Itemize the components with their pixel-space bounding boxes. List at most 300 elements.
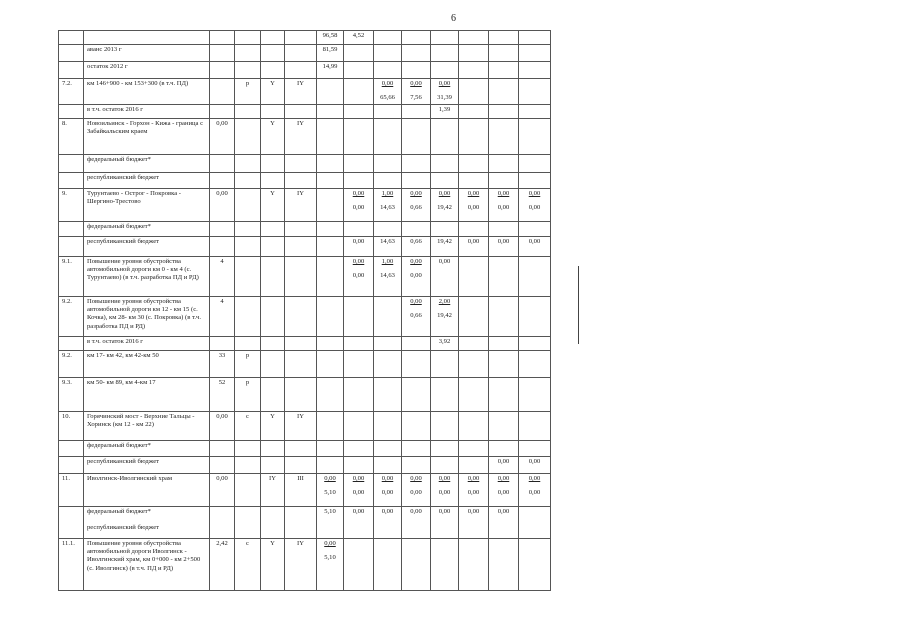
year-value-cell-3 [374, 189, 402, 222]
value-text [320, 156, 340, 164]
value-text [522, 174, 547, 182]
length-cell [210, 457, 235, 474]
row-number-cell: 7.2. [59, 79, 84, 105]
work-type-cell: с [235, 539, 261, 591]
value-text [377, 46, 398, 54]
year-value-cell-3 [374, 539, 402, 591]
value-text [347, 63, 370, 71]
value-text [434, 156, 455, 164]
year-value-cell-2 [344, 474, 374, 507]
object-name-cell: аванс 2013 г [84, 45, 210, 62]
value-text [377, 156, 398, 164]
year-value-cell-3 [374, 79, 402, 105]
object-name-cell: федеральный бюджет* республиканский бюджет [84, 507, 210, 539]
year-value-cell-5 [431, 457, 459, 474]
class-cell: IY [285, 189, 317, 222]
work-type-cell [235, 105, 261, 119]
object-name-cell: Иволгинск-Иволгинский храм [84, 474, 210, 507]
category-cell: Y [261, 119, 285, 155]
object-name-cell: Горячинский мост - Верхние Тальцы - Хоринск (км 12 - км 22) [84, 412, 210, 441]
year-value-cell-6 [459, 539, 489, 591]
class-cell: III [285, 474, 317, 507]
value-text [522, 379, 547, 387]
year-value-cell-3 [374, 237, 402, 257]
value-text [347, 458, 370, 466]
value-text [320, 352, 340, 360]
year-value-cell-2 [344, 155, 374, 173]
year-value-cell-4 [402, 105, 431, 119]
year-value-cell-7 [489, 222, 519, 237]
year-value-cell-8 [519, 173, 551, 189]
year-value-cell-7 [489, 297, 519, 337]
value-text: 5,10 [324, 554, 336, 562]
table-row [59, 189, 551, 222]
value-text [347, 338, 370, 346]
value-text [492, 63, 515, 71]
year-value-cell-4 [402, 62, 431, 79]
value-text [434, 223, 455, 231]
year-value-cell-7 [489, 507, 519, 539]
value-text: 19,42 [437, 312, 452, 320]
year-value-cell-2 [344, 351, 374, 378]
work-type-cell: р [235, 351, 261, 378]
class-cell [285, 507, 317, 539]
year-value-cell-7 [489, 45, 519, 62]
year-value-cell-7 [489, 62, 519, 79]
value-text [462, 258, 485, 266]
year-value-cell-4 [402, 237, 431, 257]
year-value-cell-4 [402, 412, 431, 441]
length-cell [210, 507, 235, 539]
value-text [522, 442, 547, 450]
value-text: 0,66 [410, 312, 422, 320]
value-text: 0,00 [497, 489, 510, 497]
year-value-cell-2 [344, 237, 374, 257]
table-body [59, 31, 551, 591]
year-value-cell-1 [317, 173, 344, 189]
year-value-cell-3 [374, 412, 402, 441]
value-text [492, 120, 515, 128]
value-text: 0,00 [352, 238, 365, 245]
year-value-cell-8 [519, 257, 551, 297]
work-type-cell [235, 62, 261, 79]
class-cell: IY [285, 539, 317, 591]
value-text: 0,00 [438, 80, 451, 87]
table-row [59, 45, 551, 62]
category-cell: Y [261, 539, 285, 591]
value-text [320, 120, 340, 128]
category-cell [261, 378, 285, 412]
year-value-cell-6 [459, 378, 489, 412]
margin-rule [578, 266, 579, 344]
year-value-cell-8 [519, 539, 551, 591]
year-value-cell-1 [317, 337, 344, 351]
work-type-cell [235, 257, 261, 297]
length-cell [210, 31, 235, 45]
value-text: 1,00 [381, 258, 394, 265]
year-value-cell-8 [519, 79, 551, 105]
year-value-cell-8 [519, 378, 551, 412]
year-value-cell-3 [374, 507, 402, 539]
value-text [434, 46, 455, 54]
value-text: 0,00 [352, 272, 365, 280]
value-text [405, 174, 427, 182]
year-value-cell-3 [374, 474, 402, 507]
class-cell [285, 351, 317, 378]
value-text [434, 540, 455, 548]
value-text: 0,00 [528, 458, 541, 465]
year-value-cell-1 [317, 257, 344, 297]
category-cell [261, 507, 285, 539]
length-cell [210, 62, 235, 79]
length-cell: 52 [210, 378, 235, 412]
value-text: 3,92 [438, 338, 451, 345]
value-text: 5,10 [324, 489, 336, 497]
value-text [462, 338, 485, 346]
value-text [522, 413, 547, 421]
value-text [462, 80, 485, 88]
year-value-cell-5 [431, 173, 459, 189]
value-text: 31,39 [437, 94, 452, 102]
table-row [59, 297, 551, 337]
value-text: 4,52 [352, 32, 365, 39]
value-text: 0,00 [438, 489, 451, 497]
value-text: 0,00 [528, 475, 541, 482]
work-type-cell [235, 173, 261, 189]
work-type-cell [235, 237, 261, 257]
year-value-cell-6 [459, 237, 489, 257]
value-text [377, 174, 398, 182]
year-value-cell-2 [344, 257, 374, 297]
object-name-cell: км 146+900 - км 153+300 (в т.ч. ПД) [84, 79, 210, 105]
value-text: 0,00 [497, 190, 510, 197]
year-value-cell-7 [489, 474, 519, 507]
year-value-cell-2 [344, 105, 374, 119]
value-text [347, 106, 370, 114]
value-text: 0,00 [467, 508, 480, 515]
value-text: 0,00 [352, 489, 365, 497]
year-value-cell-1 [317, 474, 344, 507]
value-text [492, 174, 515, 182]
value-text: 65,66 [380, 94, 395, 102]
year-value-cell-3 [374, 31, 402, 45]
length-cell: 0,00 [210, 119, 235, 155]
year-value-cell-7 [489, 457, 519, 474]
value-text: 0,00 [497, 238, 510, 245]
value-text [492, 258, 515, 266]
value-text [320, 379, 340, 387]
value-text: 2,00 [438, 298, 451, 305]
row-number-cell [59, 457, 84, 474]
work-type-cell [235, 337, 261, 351]
value-text [434, 174, 455, 182]
object-name-cell [84, 31, 210, 45]
row-number-cell [59, 105, 84, 119]
value-text [462, 379, 485, 387]
work-type-cell [235, 31, 261, 45]
year-value-cell-3 [374, 155, 402, 173]
year-value-cell-6 [459, 441, 489, 457]
year-value-cell-6 [459, 337, 489, 351]
year-value-cell-1 [317, 237, 344, 257]
value-text [405, 106, 427, 114]
class-cell [285, 378, 317, 412]
value-text [320, 413, 340, 421]
value-text [347, 174, 370, 182]
work-type-cell [235, 119, 261, 155]
year-value-cell-1 [317, 507, 344, 539]
value-text: 14,99 [322, 63, 338, 70]
table-row [59, 507, 551, 539]
object-name-cell: км 50- км 89, км 4-км 17 [84, 378, 210, 412]
value-text [320, 458, 340, 466]
year-value-cell-4 [402, 297, 431, 337]
object-name-cell: федеральный бюджет* [84, 441, 210, 457]
category-cell [261, 45, 285, 62]
value-text [462, 458, 485, 466]
table-row [59, 378, 551, 412]
value-text [320, 223, 340, 231]
row-number-cell [59, 441, 84, 457]
value-text [462, 223, 485, 231]
category-cell [261, 441, 285, 457]
year-value-cell-8 [519, 441, 551, 457]
value-text [347, 156, 370, 164]
value-text [320, 106, 340, 114]
value-text [434, 458, 455, 466]
year-value-cell-6 [459, 45, 489, 62]
year-value-cell-2 [344, 297, 374, 337]
value-text: 81,59 [322, 46, 338, 53]
length-cell [210, 173, 235, 189]
year-value-cell-6 [459, 507, 489, 539]
year-value-cell-1 [317, 441, 344, 457]
value-text: 14,63 [380, 272, 395, 280]
length-cell: 0,00 [210, 412, 235, 441]
value-text [492, 46, 515, 54]
value-text [405, 223, 427, 231]
year-value-cell-5 [431, 539, 459, 591]
row-number-cell [59, 237, 84, 257]
row-number-cell [59, 173, 84, 189]
object-name-cell: Новоильинск - Горхон - Кижа - граница с Забайкальским краем [84, 119, 210, 155]
year-value-cell-4 [402, 474, 431, 507]
value-text [377, 32, 398, 40]
year-value-cell-8 [519, 337, 551, 351]
value-text [462, 106, 485, 114]
year-value-cell-3 [374, 173, 402, 189]
year-value-cell-7 [489, 79, 519, 105]
year-value-cell-4 [402, 173, 431, 189]
table-row [59, 105, 551, 119]
year-value-cell-1 [317, 155, 344, 173]
value-text [434, 379, 455, 387]
value-text [347, 442, 370, 450]
value-text: 0,00 [497, 204, 510, 212]
year-value-cell-5 [431, 237, 459, 257]
value-text [320, 298, 340, 306]
category-cell [261, 155, 285, 173]
value-text [377, 442, 398, 450]
row-number-cell: 9.3. [59, 378, 84, 412]
year-value-cell-3 [374, 378, 402, 412]
length-cell [210, 45, 235, 62]
year-value-cell-4 [402, 222, 431, 237]
value-text [492, 156, 515, 164]
value-text: 0,00 [467, 238, 480, 245]
year-value-cell-7 [489, 31, 519, 45]
value-text [320, 442, 340, 450]
value-text: 0,00 [352, 190, 365, 197]
value-text [522, 120, 547, 128]
value-text [492, 540, 515, 548]
value-text [405, 156, 427, 164]
length-cell: 0,00 [210, 189, 235, 222]
year-value-cell-1 [317, 457, 344, 474]
class-cell [285, 173, 317, 189]
year-value-cell-7 [489, 351, 519, 378]
year-value-cell-1 [317, 189, 344, 222]
year-value-cell-5 [431, 62, 459, 79]
value-text: 0,00 [528, 489, 541, 497]
value-text: 14,63 [380, 238, 395, 245]
value-text [405, 32, 427, 40]
object-name-cell: Турунтаево - Острог - Покровка - Шергино-Трестово [84, 189, 210, 222]
category-cell: IY [261, 474, 285, 507]
value-text [405, 352, 427, 360]
row-number-cell: 11.1. [59, 539, 84, 591]
year-value-cell-4 [402, 45, 431, 62]
class-cell [285, 297, 317, 337]
table-row [59, 119, 551, 155]
class-cell [285, 237, 317, 257]
year-value-cell-6 [459, 457, 489, 474]
year-value-cell-4 [402, 457, 431, 474]
value-text: 0,00 [410, 80, 422, 87]
year-value-cell-4 [402, 189, 431, 222]
work-type-cell [235, 45, 261, 62]
value-text: 0,00 [467, 475, 480, 482]
year-value-cell-6 [459, 474, 489, 507]
value-text: 0,00 [352, 508, 365, 515]
table-row [59, 539, 551, 591]
value-text [347, 379, 370, 387]
table-row [59, 79, 551, 105]
year-value-cell-1 [317, 378, 344, 412]
value-text: 7,56 [410, 94, 422, 102]
value-text [434, 32, 455, 40]
row-number-cell: 11. [59, 474, 84, 507]
value-text [347, 80, 370, 88]
value-text [462, 120, 485, 128]
year-value-cell-4 [402, 257, 431, 297]
class-cell [285, 155, 317, 173]
year-value-cell-4 [402, 119, 431, 155]
value-text [320, 174, 340, 182]
category-cell: Y [261, 189, 285, 222]
value-text [405, 120, 427, 128]
value-text [522, 298, 547, 306]
table-row [59, 222, 551, 237]
value-text [347, 223, 370, 231]
object-name-cell: остаток 2012 г [84, 62, 210, 79]
year-value-cell-4 [402, 337, 431, 351]
value-text [347, 120, 370, 128]
work-type-cell: р [235, 79, 261, 105]
value-text [377, 338, 398, 346]
value-text: 0,00 [410, 190, 422, 197]
value-text: 0,00 [381, 475, 394, 482]
value-text: 0,00 [381, 508, 394, 515]
value-text [377, 106, 398, 114]
class-cell [285, 337, 317, 351]
table-row [59, 474, 551, 507]
length-cell: 2,42 [210, 539, 235, 591]
class-cell [285, 31, 317, 45]
class-cell: IY [285, 412, 317, 441]
row-number-cell [59, 155, 84, 173]
year-value-cell-4 [402, 539, 431, 591]
table-row [59, 412, 551, 441]
value-text: 19,42 [437, 238, 452, 245]
year-value-cell-3 [374, 62, 402, 79]
year-value-cell-6 [459, 189, 489, 222]
value-text [492, 413, 515, 421]
row-number-cell [59, 31, 84, 45]
year-value-cell-2 [344, 337, 374, 351]
table-row [59, 337, 551, 351]
year-value-cell-6 [459, 222, 489, 237]
category-cell [261, 62, 285, 79]
value-text [522, 223, 547, 231]
value-text: 0,00 [381, 80, 394, 87]
row-number-cell: 9.1. [59, 257, 84, 297]
class-cell [285, 441, 317, 457]
value-text: 0,00 [352, 204, 365, 212]
year-value-cell-5 [431, 257, 459, 297]
length-cell: 0,00 [210, 474, 235, 507]
category-cell [261, 173, 285, 189]
year-value-cell-2 [344, 412, 374, 441]
year-value-cell-7 [489, 155, 519, 173]
value-text: 0,00 [410, 475, 422, 482]
year-value-cell-2 [344, 79, 374, 105]
value-text: 0,00 [352, 258, 365, 265]
year-value-cell-7 [489, 378, 519, 412]
year-value-cell-4 [402, 31, 431, 45]
year-value-cell-5 [431, 474, 459, 507]
row-number-cell: 9.2. [59, 351, 84, 378]
value-text [347, 298, 370, 306]
year-value-cell-5 [431, 155, 459, 173]
value-text [492, 298, 515, 306]
year-value-cell-5 [431, 31, 459, 45]
year-value-cell-8 [519, 507, 551, 539]
value-text [522, 156, 547, 164]
value-text: 0,00 [528, 238, 541, 245]
length-cell [210, 105, 235, 119]
value-text [434, 442, 455, 450]
category-cell [261, 105, 285, 119]
category-cell: Y [261, 79, 285, 105]
year-value-cell-1 [317, 62, 344, 79]
table-row [59, 457, 551, 474]
value-text: 0,00 [381, 489, 394, 497]
class-cell: IY [285, 79, 317, 105]
value-text: 0,00 [497, 458, 510, 465]
year-value-cell-2 [344, 378, 374, 412]
value-text: 0,00 [410, 508, 422, 515]
